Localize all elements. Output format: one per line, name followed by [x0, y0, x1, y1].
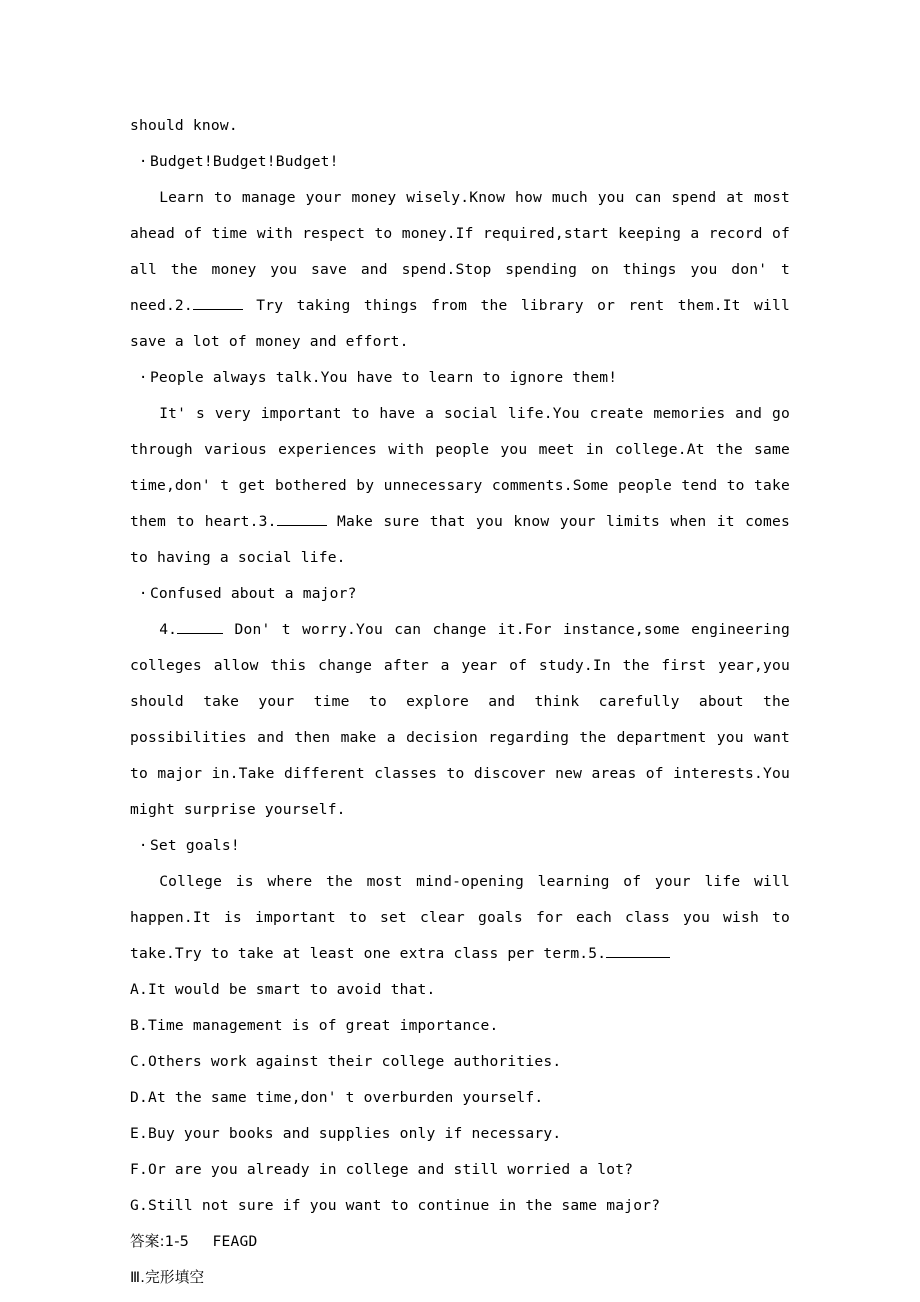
paragraph-budget-text-a: Learn to manage your money wisely.Know how much you can spend at most ahead of time with respect to money.If required,start keeping a record of all the money you save and spend.Stop spending on things you don' t need.2.	[130, 189, 790, 314]
paragraph-social-text-a: It' s very important to have a social life.You create memories and go through various experiences with people you meet in college.At the same time,don' t get bothered by unnecessary comments.Some people tend to take them to heart.3.	[130, 405, 790, 530]
bullet-heading-talk: · People always talk.You have to learn to ignore them!	[130, 360, 790, 396]
answer-key-value: FEAGD	[212, 1233, 258, 1250]
answer-key	[130, 1224, 790, 1260]
option-c: C.Others work against their college authorities.	[130, 1053, 562, 1070]
paragraph-budget-text-b: Try taking things from the library or rent them.It will save a lot of money and effort.	[130, 297, 790, 350]
paragraph-goals	[130, 864, 790, 972]
option-e: E.Buy your books and supplies only if necessary.	[130, 1125, 562, 1142]
document-body	[130, 108, 790, 1296]
paragraph-social	[130, 396, 790, 576]
blank-4	[177, 633, 223, 634]
blank-3	[277, 525, 327, 526]
option-f: F.Or are you already in college and still worried a lot?	[130, 1161, 634, 1178]
paragraph-continuation: should know.	[130, 117, 238, 134]
paragraph-major	[130, 612, 790, 828]
option-d: D.At the same time,don' t overburden yourself.	[130, 1089, 544, 1106]
blank-5	[606, 957, 670, 958]
answer-key-label: 答案:1-5	[130, 1233, 190, 1250]
next-section-heading: Ⅲ.完形填空	[130, 1269, 205, 1286]
bullet-heading-budget: · Budget!Budget!Budget!	[130, 144, 790, 180]
paragraph-budget	[130, 180, 790, 360]
blank-2	[193, 309, 243, 310]
bullet-heading-major: · Confused about a major?	[130, 576, 790, 612]
paragraph-major-text: Don' t worry.You can change it.For instance,some engineering colleges allow this change after a year of study.In the first year,you should take your time to explore and think carefully about the possibilities and then make a decision regarding the department you want to major in.Take different classes to discover new areas of interests.You might surprise yourself.	[130, 621, 790, 818]
bullet-heading-goals: · Set goals!	[130, 828, 790, 864]
option-b: B.Time management is of great importance.	[130, 1017, 499, 1034]
option-g: G.Still not sure if you want to continue in the same major?	[130, 1197, 661, 1214]
option-a: A.It would be smart to avoid that.	[130, 981, 436, 998]
paragraph-social-text-b: Make sure that you know your limits when it comes to having a social life.	[130, 513, 791, 566]
paragraph-major-number: 4.	[159, 621, 178, 638]
paragraph-goals-text: College is where the most mind-opening learning of your life will happen.It is important to set clear goals for each class you wish to take.Try to take at least one extra class per term.5.	[130, 873, 790, 962]
